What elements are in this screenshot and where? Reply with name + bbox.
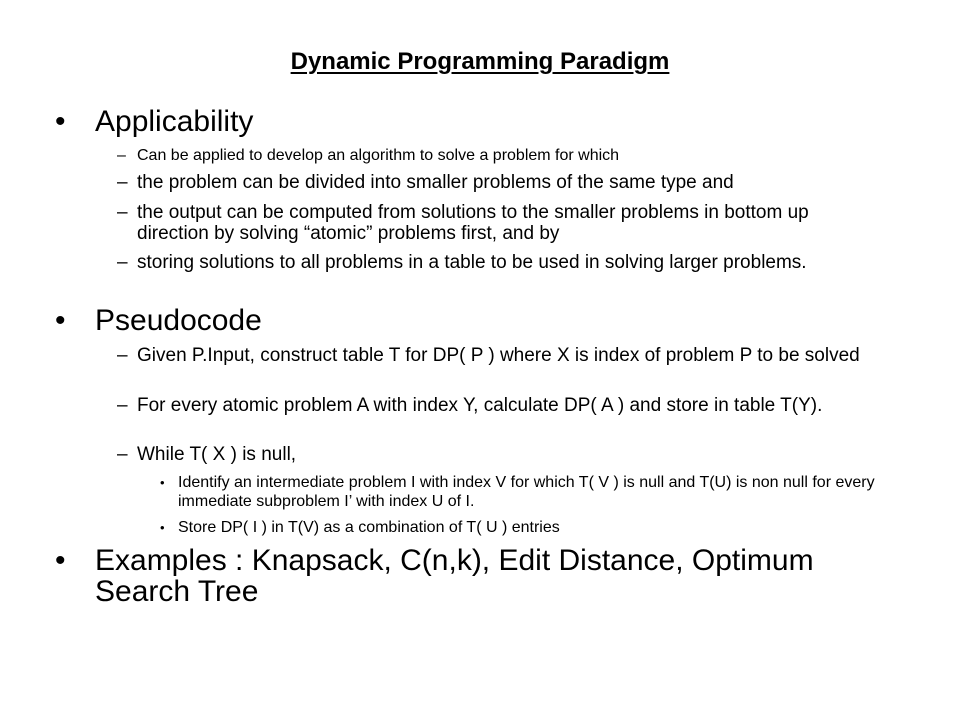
bullet-marker: • (55, 105, 66, 138)
dash-marker: – (117, 395, 128, 416)
bullet-marker: • (55, 544, 66, 577)
applicability-item-text: Can be applied to develop an algorithm to solve a problem for which (137, 147, 620, 164)
applicability-item-text: the problem can be divided into smaller problems of the same type and (137, 172, 734, 193)
pseudocode-subitem-text: Store DP( I ) in T(V) as a combination of T( U ) entries (178, 519, 560, 536)
dash-marker: – (117, 202, 128, 223)
dash-marker: – (117, 444, 128, 465)
pseudocode-item-text: For every atomic problem A with index Y, calculate DP( A ) and store in table T(Y). (137, 395, 823, 416)
applicability-item-text: the output can be computed from solutions to the smaller problems in bottom up direction by solving “atomic” problems first, and by (137, 202, 809, 244)
pseudocode-subitem-2 (160, 518, 880, 537)
pseudocode-item-2 (117, 395, 877, 416)
dash-marker: – (117, 252, 128, 273)
bullet-applicability (55, 106, 915, 137)
heading-applicability: Applicability (95, 105, 254, 138)
bullet-pseudocode (55, 305, 915, 336)
bullet-marker: • (160, 475, 165, 490)
applicability-item-3 (117, 202, 877, 244)
dash-marker: – (117, 172, 128, 193)
bullet-marker: • (160, 520, 165, 535)
pseudocode-item-text: Given P.Input, construct table T for DP( P ) where X is index of problem P to be solved (137, 345, 860, 366)
pseudocode-item-1 (117, 345, 877, 366)
bullet-examples (55, 545, 915, 607)
dash-marker: – (117, 345, 128, 366)
applicability-item-1 (117, 145, 877, 166)
heading-examples: Examples : Knapsack, C(n,k), Edit Distance, Optimum Search Tree (95, 544, 814, 608)
heading-pseudocode: Pseudocode (95, 304, 262, 337)
pseudocode-item-3 (117, 444, 877, 465)
pseudocode-subitem-1 (160, 473, 880, 511)
applicability-item-2 (117, 172, 877, 193)
dash-marker: – (117, 147, 126, 164)
applicability-item-4 (117, 252, 877, 273)
slide-title: Dynamic Programming Paradigm (290, 48, 670, 75)
bullet-marker: • (55, 304, 66, 337)
pseudocode-item-text: While T( X ) is null, (137, 444, 297, 465)
pseudocode-subitem-text: Identify an intermediate problem I with index V for which T( V ) is null and T(U) is non null for every immediate subproblem I’ with index U of I. (178, 474, 875, 510)
applicability-item-text: storing solutions to all problems in a table to be used in solving larger problems. (137, 252, 807, 273)
